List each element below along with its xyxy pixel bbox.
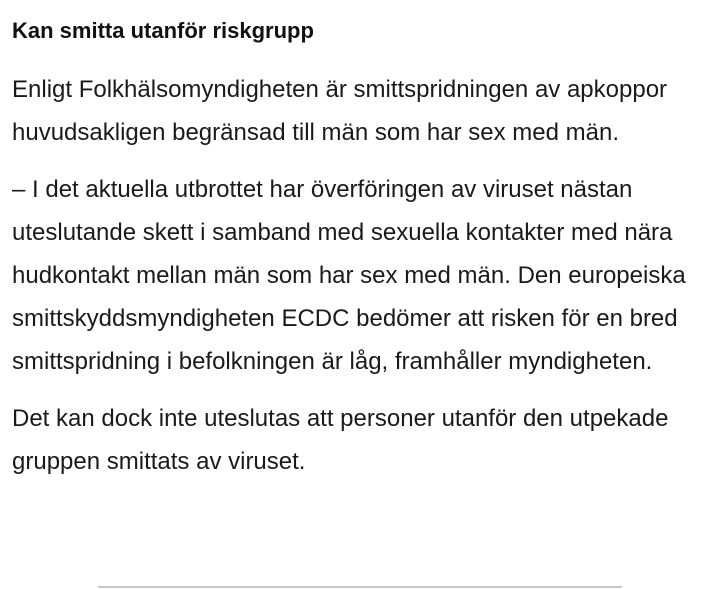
paragraph-closing: Det kan dock inte uteslutas att personer utanför den utpekade gruppen smittats av viruset.	[12, 405, 669, 475]
paragraph-quote: – I det aktuella utbrottet har överföringen av viruset nästan uteslutande skett i samband med sexuella kontakter med nära hudkontakt mellan män som har sex med män. Den europeiska smittskyddsmyndigheten ECDC bedömer att risken för en bred smittspridning i befolkningen är låg, framhåller myndigheten.	[12, 176, 686, 375]
media-divider	[98, 586, 622, 588]
section-heading: Kan smitta utanför riskgrupp	[12, 18, 314, 43]
paragraph-intro: Enligt Folkhälsomyndigheten är smittspridningen av apkoppor huvudsakligen begränsad till män som har sex med män.	[12, 76, 668, 146]
article-body	[12, 14, 705, 497]
